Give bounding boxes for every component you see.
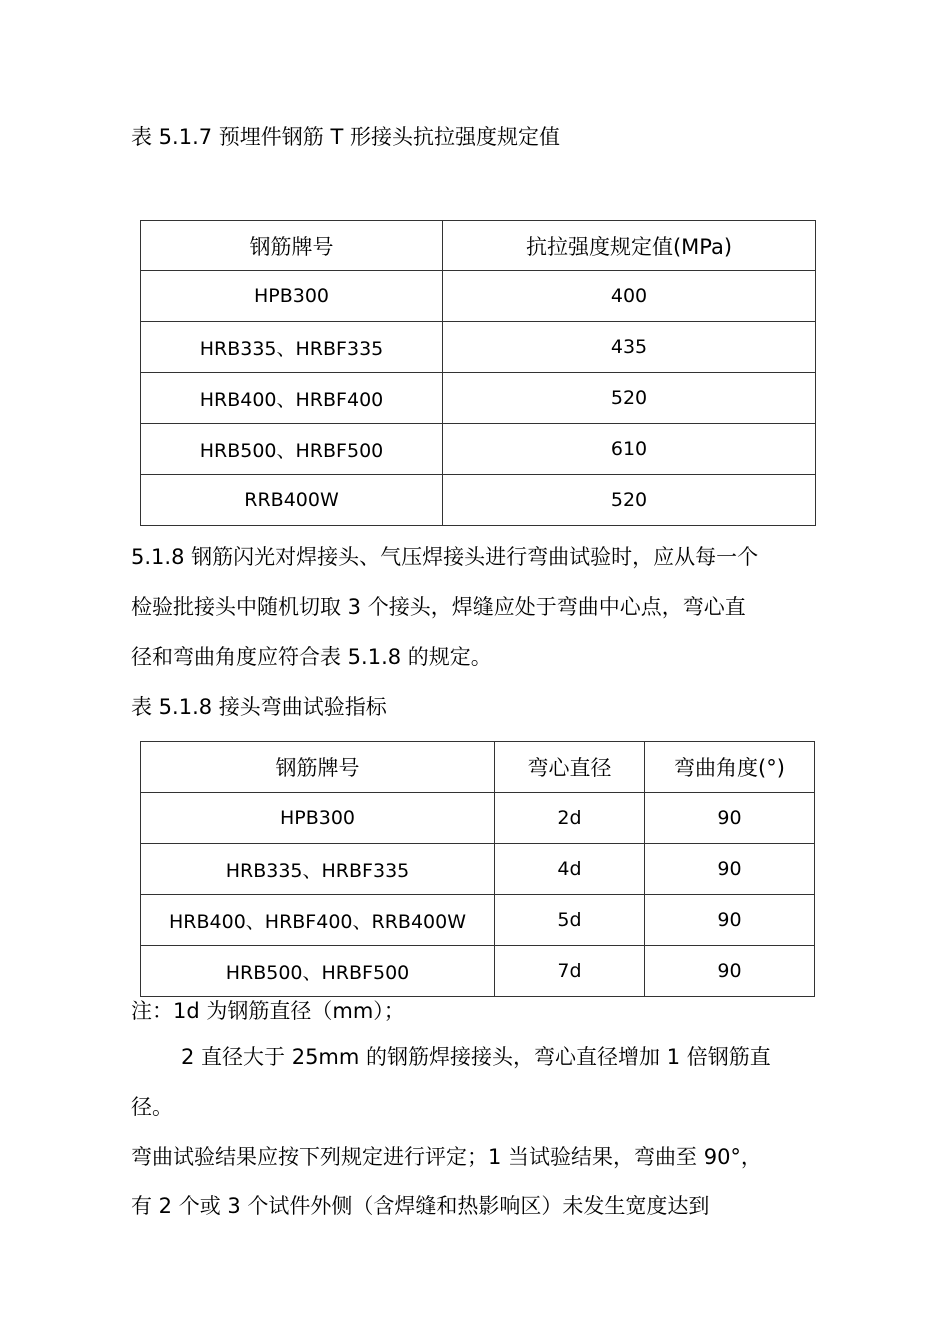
table2 [140,741,815,997]
paragraph-eval-line-2: 有 2 个或 3 个试件外侧（含焊缝和热影响区）未发生宽度达到 [131,1194,710,1218]
table2-cell-angle: 90 [645,844,815,895]
table-row [141,946,815,997]
table2-header-row [141,742,815,793]
note-1: 注：1d 为钢筋直径（mm）； [131,999,405,1023]
table1 [140,220,816,526]
note-2-line-2: 径。 [131,1095,173,1119]
table1-cell-strength: 400 [443,271,816,322]
table-row [141,844,815,895]
table1-cell-strength: 520 [443,475,816,526]
table2-header-grade: 钢筋牌号 [141,742,495,793]
note-2-line-1: 2 直径大于 25mm 的钢筋焊接接头，弯心直径增加 1 倍钢筋直 [181,1045,771,1069]
table1-caption: 表 5.1.7 预埋件钢筋 T 形接头抗拉强度规定值 [131,125,560,149]
table1-cell-strength: 435 [443,322,816,373]
table2-cell-mandrel: 5d [495,895,645,946]
paragraph-518-line-2: 检验批接头中随机切取 3 个接头，焊缝应处于弯曲中心点，弯心直 [131,595,746,619]
table2-cell-mandrel: 7d [495,946,645,997]
table2-cell-mandrel: 2d [495,793,645,844]
table1-header-row [141,221,816,271]
paragraph-eval-line-1: 弯曲试验结果应按下列规定进行评定；1 当试验结果，弯曲至 90°， [131,1145,762,1169]
table-row [141,895,815,946]
table1-cell-grade: HPB300 [141,271,443,322]
table1-cell-strength: 610 [443,424,816,475]
table1-cell-grade: HRB500、HRBF500 [141,424,443,475]
table2-cell-mandrel: 4d [495,844,645,895]
table1-cell-grade: HRB400、HRBF400 [141,373,443,424]
table2-header-mandrel: 弯心直径 [495,742,645,793]
table1-cell-strength: 520 [443,373,816,424]
table2-caption: 表 5.1.8 接头弯曲试验指标 [131,695,387,719]
table2-cell-angle: 90 [645,793,815,844]
table2-cell-grade: HRB335、HRBF335 [141,844,495,895]
paragraph-518-line-1: 5.1.8 钢筋闪光对焊接头、气压焊接头进行弯曲试验时，应从每一个 [131,545,759,569]
table1-cell-grade: RRB400W [141,475,443,526]
table-row [141,793,815,844]
table1-header-grade: 钢筋牌号 [141,221,443,271]
table1-cell-grade: HRB335、HRBF335 [141,322,443,373]
table2-cell-grade: HRB500、HRBF500 [141,946,495,997]
table2-header-angle: 弯曲角度(°) [645,742,815,793]
table2-cell-grade: HRB400、HRBF400、RRB400W [141,895,495,946]
table1-header-strength: 抗拉强度规定值(MPa) [443,221,816,271]
table-row [141,475,816,526]
table2-cell-grade: HPB300 [141,793,495,844]
table2-cell-angle: 90 [645,895,815,946]
paragraph-518-line-3: 径和弯曲角度应符合表 5.1.8 的规定。 [131,645,492,669]
table-row [141,373,816,424]
table-row [141,424,816,475]
table2-cell-angle: 90 [645,946,815,997]
table-row [141,271,816,322]
table-row [141,322,816,373]
